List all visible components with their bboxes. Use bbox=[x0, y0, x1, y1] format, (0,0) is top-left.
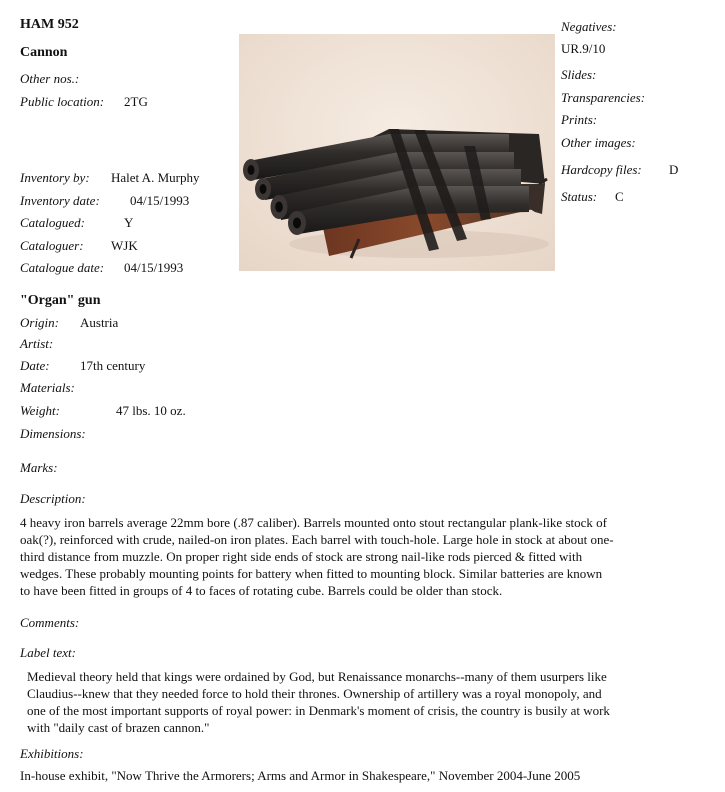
status-value: C bbox=[615, 189, 624, 204]
description-label: Description: bbox=[20, 491, 86, 506]
artist-label: Artist: bbox=[20, 336, 54, 351]
transparencies-label: Transparencies: bbox=[561, 90, 646, 105]
catalogued-value: Y bbox=[124, 215, 134, 230]
inventory-by-label: Inventory by: bbox=[20, 170, 90, 185]
object-title: "Organ" gun bbox=[20, 293, 101, 308]
description-line: 4 heavy iron barrels average 22mm bore (.87 caliber). Barrels mounted onto stout rectangular plank-like stock of bbox=[20, 515, 607, 530]
inventory-date-value: 04/15/1993 bbox=[130, 193, 190, 208]
exhibitions-label: Exhibitions: bbox=[20, 746, 84, 761]
comments-label: Comments: bbox=[20, 615, 80, 630]
negatives-value: UR.9/10 bbox=[561, 41, 606, 56]
object-photo bbox=[239, 34, 555, 271]
cataloguer-label: Cataloguer: bbox=[20, 238, 84, 253]
inventory-date-label: Inventory date: bbox=[20, 193, 100, 208]
date-value: 17th century bbox=[80, 358, 146, 373]
label-text-body bbox=[27, 668, 717, 736]
other-nos-label: Other nos.: bbox=[20, 71, 80, 86]
catalogue-date-label: Catalogue date: bbox=[20, 260, 105, 275]
label-text-label: Label text: bbox=[20, 645, 76, 660]
label-text-line: Medieval theory held that kings were ordained by God, but Renaissance monarchs--many of them usurpers like bbox=[27, 669, 607, 684]
record-id: HAM 952 bbox=[20, 17, 79, 32]
hardcopy-label: Hardcopy files: bbox=[561, 162, 642, 177]
description-line: oak(?), reinforced with crude, nailed-on iron plates. Each barrel with touch-hole. Large hole in stock at about one- bbox=[20, 532, 614, 547]
catalogued-label: Catalogued: bbox=[20, 215, 85, 230]
slides-label: Slides: bbox=[561, 67, 597, 82]
public-location-value: 2TG bbox=[124, 94, 148, 109]
weight-label: Weight: bbox=[20, 403, 60, 418]
label-text-line: with "daily cast of brazen cannon." bbox=[27, 720, 210, 735]
label-text-line: Claudius--knew that they needed force to hold their thrones. Ownership of artillery was a royal monopoly, and bbox=[27, 686, 602, 701]
public-location-label: Public location: bbox=[20, 94, 105, 109]
exhibitions-value: In-house exhibit, "Now Thrive the Armorers; Arms and Armor in Shakespeare," November 2004-June 2005 bbox=[20, 768, 581, 783]
description-line: to have been fitted in groups of 4 to faces of rotating cube. Barrels could be older than stock. bbox=[20, 583, 503, 598]
label-text-line: one of the most important supports of royal power: in Denmark's moment of crisis, the country is busily at work bbox=[27, 703, 610, 718]
origin-label: Origin: bbox=[20, 315, 59, 330]
origin-value: Austria bbox=[80, 315, 119, 330]
status-label: Status: bbox=[561, 189, 598, 204]
date-label: Date: bbox=[20, 358, 50, 373]
inventory-by-value: Halet A. Murphy bbox=[111, 170, 200, 185]
weight-value: 47 lbs. 10 oz. bbox=[116, 403, 186, 418]
negatives-label: Negatives: bbox=[561, 19, 617, 34]
dimensions-label: Dimensions: bbox=[20, 426, 86, 441]
other-images-label: Other images: bbox=[561, 135, 636, 150]
description-text bbox=[20, 514, 720, 599]
materials-label: Materials: bbox=[20, 380, 75, 395]
description-line: third distance from muzzle. On proper right side ends of stock are strong nail-like rods pierced & fitted with bbox=[20, 549, 583, 564]
catalogue-date-value: 04/15/1993 bbox=[124, 260, 184, 275]
prints-label: Prints: bbox=[561, 112, 598, 127]
hardcopy-value: D bbox=[669, 162, 679, 177]
cataloguer-value: WJK bbox=[111, 238, 138, 253]
object-type: Cannon bbox=[20, 45, 68, 60]
marks-label: Marks: bbox=[20, 460, 58, 475]
description-line: wedges. These probably mounting points for battery when fitted to mounting block. Similar batteries are known bbox=[20, 566, 603, 581]
